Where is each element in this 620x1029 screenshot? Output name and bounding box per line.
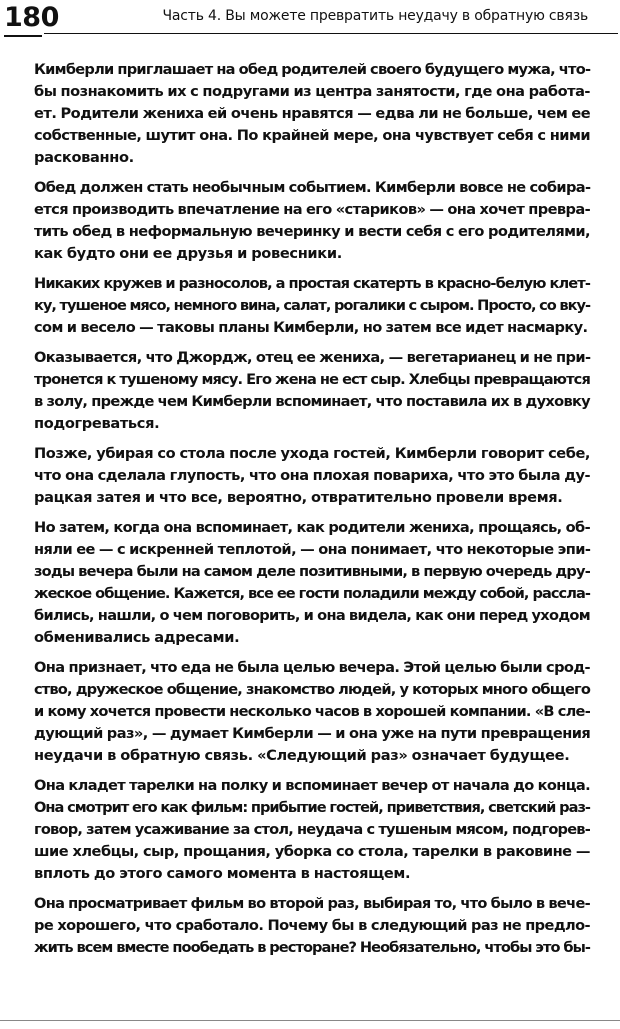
text-line: Она кладет тарелки на полку и вспоминает вечер от начала до конца. [34,777,590,794]
text-line: тить обед в неформальную вечеринку и вести себя с его родителями, [34,223,590,240]
text-line: в золу, прежде чем Кимберли вспоминает, что поставила их в духовку [34,393,590,410]
text-line: Она смотрит его как фильм: прибытие гостей, приветствия, светский раз- [34,799,590,816]
paragraph [34,347,590,435]
text-line: ет. Родители жениха ей очень нравятся — едва ли не больше, чем ее [34,105,591,122]
text-line: раскованно. [34,149,134,166]
text-line: жеское общение. Кажется, все ее гости поладили между собой, расслa- [34,585,590,602]
body-text [34,59,590,967]
text-line: сом и весело — таковы планы Кимберли, но затем все идет насмарку. [34,319,588,336]
header-rule [44,33,618,34]
text-line: обменивались адресами. [34,629,240,646]
text-line: что она сделала глупость, что она плохая повариха, что это была ду- [34,467,591,484]
page-header [0,0,620,44]
running-head: Часть 4. Вы можете превратить неудачу в обратную связь [162,8,588,24]
text-line: ре хорошего, что сработало. Почему бы в следующий раз не предло- [34,917,590,934]
text-line: Она просматривает фильм во второй раз, выбирая то, что было в вече- [34,895,590,912]
text-line: Но затем, когда она вспоминает, как родители жениха, прощаясь, об- [34,519,590,536]
text-line: Обед должен стать необычным событием. Кимберли вовсе не собира- [34,179,591,196]
page-number-underline [4,35,42,37]
text-line: Никаких кружев и разносолов, а простая скатерть в красно-белую клет- [34,275,590,292]
text-line: Позже, убирая со стола после ухода гостей, Кимберли говорит себе, [34,445,590,462]
text-line: ство, дружеское общение, знакомство людей, у которых много общего [34,681,590,698]
text-line: неудачи в обратную связь. «Следующий раз» означает будущее. [34,747,570,764]
text-line: рацкая затея и что все, вероятно, отвратительно провели время. [34,489,563,506]
text-line: ется производить впечатление на его «стариков» — она хочет превра- [34,201,591,218]
paragraph [34,443,590,509]
text-line: тронется к тушеному мясу. Его жена не ест сыр. Хлебцы превращаются [34,371,590,388]
paragraph [34,59,590,169]
text-line: и кому хочется провести несколько часов в хорошей компании. «В сле- [34,703,590,720]
text-line: бились, нашли, о чем поговорить, и она видела, как они перед уходом [34,607,590,624]
text-line: зоды вечера были на самом деле позитивными, в первую очередь дру- [34,563,590,580]
text-line: вплоть до этого самого момента в настоящем. [34,865,411,882]
text-line: дующий раз», — думает Кимберли — и она уже на пути превращения [34,725,591,742]
text-line: шие хлебцы, сыр, прощания, уборка со стола, тарелки в раковине — [34,843,590,860]
text-line: жить всем вместе пообедать в ресторане? Необязательно, чтобы это бы- [34,939,590,956]
paragraph [34,657,590,767]
text-line: Оказывается, что Джордж, отец ее жениха, — вегетарианец и не при- [34,349,591,366]
footer-rule [0,1020,620,1021]
paragraph [34,517,590,649]
paragraph [34,893,590,959]
text-line: говор, затем усаживание за стол, неудача с тушеным мясом, подгорев- [34,821,590,838]
text-line: няли ее — с искренней теплотой, — она понимает, что некоторые эпи- [34,541,591,558]
text-line: собственные, шутит она. По крайней мере, она чувствует себя с ними [34,127,590,144]
text-line: ку, тушеное мясо, немного вина, салат, рогалики с сыром. Просто, со вку- [34,297,591,314]
text-line: Кимберли приглашает на обед родителей своего будущего мужа, что- [34,61,591,78]
paragraph [34,177,590,265]
text-line: бы познакомить их с подругами из центра занятости, где она работа- [34,83,590,100]
paragraph [34,775,590,885]
paragraph [34,273,590,339]
text-line: подогреваться. [34,415,160,432]
text-line: Она признает, что еда не была целью вечера. Этой целью были срод- [34,659,590,676]
page-number: 180 [4,2,59,33]
text-line: как будто они ее друзья и ровесники. [34,245,342,262]
